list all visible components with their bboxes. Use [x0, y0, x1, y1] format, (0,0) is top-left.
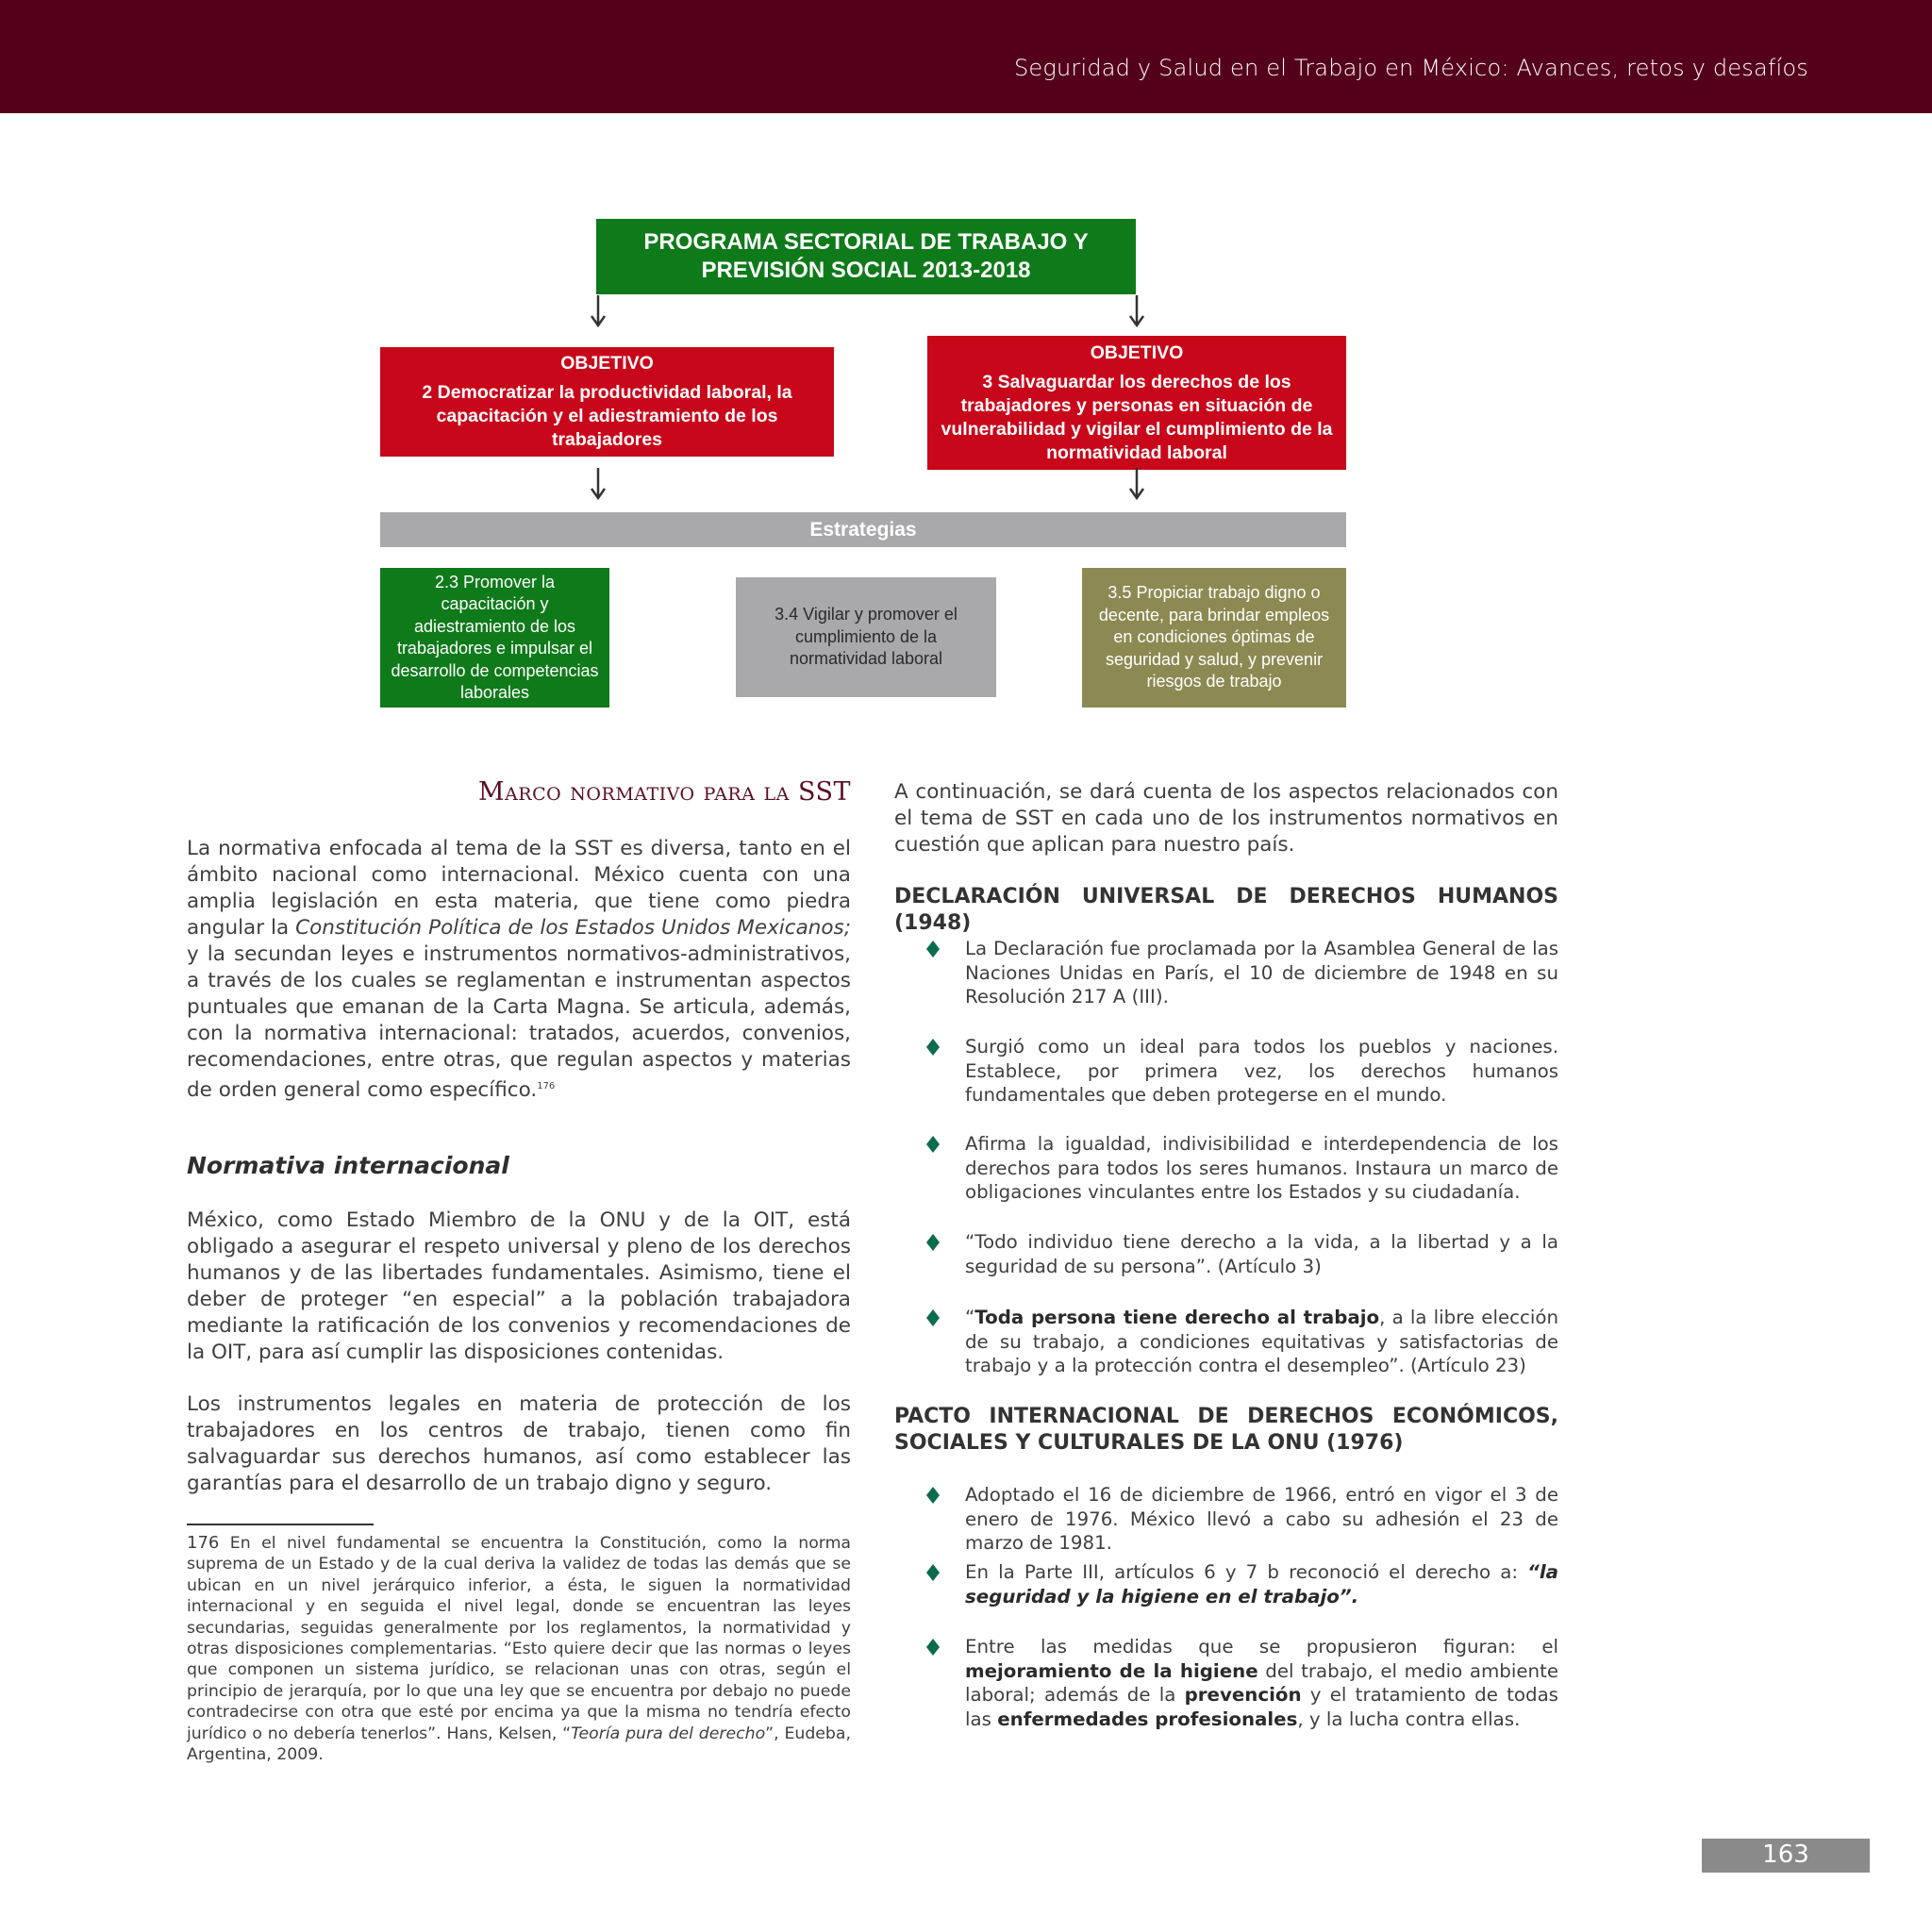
- diamond-bullet-icon: [926, 1039, 940, 1056]
- bullet-item: [926, 1483, 1558, 1556]
- running-header-title: Seguridad y Salud en el Trabajo en México: Avances, retos y desafíos: [1013, 55, 1808, 81]
- diamond-bullet-icon: [926, 1639, 940, 1656]
- bullet-text-e: , y la lucha contra ellas.: [1297, 1707, 1521, 1730]
- bullet-text: Surgió como un ideal para todos los pueblos y naciones. Establece, por primera vez, los derechos humanos fundamentales que deben protegerse en el mundo.: [965, 1036, 1558, 1106]
- diamond-bullet-icon: [926, 1564, 940, 1581]
- strategy-3-4-text: 3.4 Vigilar y promover el cumplimiento de la normatividad laboral: [774, 605, 958, 669]
- subheading-international: Normativa internacional: [187, 1152, 509, 1179]
- quote-open: “: [965, 1307, 975, 1328]
- diamond-bullet-icon: [926, 1309, 940, 1326]
- heading-pacto: PACTO INTERNACIONAL DE DERECHOS ECONÓMICOS, SOCIALES Y CULTURALES DE LA ONU (1976): [894, 1405, 1558, 1455]
- section-title: Marco normativo para la SST: [477, 777, 851, 807]
- program-box: [596, 219, 1136, 294]
- bullet-text-a: En la Parte III, artículos 6 y 7 b reconoció el derecho a:: [965, 1561, 1528, 1583]
- heading-declaracion: DECLARACIÓN UNIVERSAL DE DERECHOS HUMANOS (1948): [894, 885, 1558, 935]
- objective-3-text: 3 Salvaguardar los derechos de los trabajadores y personas en situación de vulnerabilidad y vigilar el cumplimiento de la normatividad laboral: [941, 371, 1333, 463]
- bullet-item: [926, 937, 1558, 1009]
- bullet-item: [926, 1035, 1558, 1108]
- diamond-bullet-icon: [926, 1487, 940, 1504]
- down-arrow-icon: [1127, 295, 1146, 329]
- bullet-item: [926, 1230, 1558, 1278]
- strategy-2-3-text: 2.3 Promover la capacitación y adiestramiento de los trabajadores e impulsar el desarrollo de competencias laborales: [391, 572, 599, 702]
- down-arrow-icon: [1127, 468, 1146, 502]
- bullet-text-a: Entre las medidas que se propusieron figuran: el: [965, 1636, 1558, 1657]
- footnote-rule: [187, 1524, 374, 1525]
- footnote: [187, 1533, 851, 1765]
- bullet-item: [926, 1635, 1558, 1731]
- bullet-bold-hygiene: mejoramiento de la higiene: [965, 1659, 1258, 1682]
- strategy-3-5-box: [1082, 568, 1346, 708]
- diamond-bullet-icon: [926, 1234, 940, 1251]
- footnote-text-a: En el nivel fundamental se encuentra la Constitución, como la norma suprema de un Estado y de la cual deriva la validez de todas las demás que se ubican en un nivel jerárquico inferior, a ésta, le siguen la normatividad internacional y en seguida el nivel legal, donde se encuentran las leyes secundarias, seguidas generalmente por los reglamentos, la normatividad y otras disposiciones complementarias. “Esto quiere decir que las normas o leyes que componen un sistema jurídico, se relacionan unas con otras, según el principio de jerarquía, por lo que una ley que se encuentra por debajo no puede contradecirse con otra que esté por encima ya que la misma no tendría efecto jurídico o no debería tenerlos”. Hans, Kelsen, “: [187, 1534, 851, 1743]
- down-arrow-icon: [589, 295, 608, 329]
- objective-3-box: [927, 336, 1346, 470]
- constitution-title: Constitución Política de los Estados Unidos Mexicanos;: [295, 916, 851, 940]
- bullet-item: [926, 1560, 1558, 1608]
- diamond-bullet-icon: [926, 941, 940, 958]
- right-intro-paragraph: A continuación, se dará cuenta de los aspectos relacionados con el tema de SST en cada uno de los instrumentos normativos en cuestión que aplican para nuestro país.: [894, 780, 1558, 857]
- strategy-3-4-box: [736, 577, 996, 697]
- bullet-text: [965, 1306, 1558, 1378]
- bullet-text: [965, 1560, 1558, 1608]
- footnote-reference[interactable]: 176: [537, 1081, 556, 1091]
- intro-paragraph: [187, 836, 851, 1104]
- objective-2-label: OBJETIVO: [560, 353, 654, 374]
- bullet-text: Afirma la igualdad, indivisibilidad e interdependencia de los derechos para todos los seres humanos. Instaura un marco de obligaciones vinculantes entre los Estados y su ciudadanía.: [965, 1133, 1558, 1203]
- footnote-book-title: Teoría pura del derecho: [571, 1724, 766, 1743]
- bullet-text: “Todo individuo tiene derecho a la vida, a la libertad y a la seguridad de su persona”. (Artículo 3): [965, 1231, 1558, 1277]
- program-title: PROGRAMA SECTORIAL DE TRABAJO Y PREVISIÓN SOCIAL 2013-2018: [643, 229, 1089, 283]
- objective-3-label: OBJETIVO: [1090, 341, 1184, 363]
- footnote-number: 176: [187, 1533, 220, 1553]
- paragraph-instruments: Los instrumentos legales en materia de protección de los trabajadores en los centros de trabajo, tienen como fin salvaguardar sus derechos humanos, así como establecer las garantías para el desarrollo de un trabajo digno y seguro.: [187, 1392, 851, 1495]
- down-arrow-icon: [589, 468, 608, 502]
- footnote-text-b: ”, Eudeba, Argentina, 2009.: [187, 1724, 851, 1765]
- strategies-bar: [380, 512, 1346, 547]
- bullet-bold-prevention: prevención: [1184, 1684, 1302, 1706]
- diamond-bullet-icon: [926, 1136, 940, 1153]
- intro-text-a: La normativa enfocada al tema de la SST es diversa, tanto en el ámbito nacional como internacional. México cuenta con una amplia legislación en esta materia, que tiene como piedra angular la: [187, 837, 851, 940]
- bullet-bold-diseases: enfermedades profesionales: [997, 1707, 1298, 1730]
- paragraph-mexico-onu: México, como Estado Miembro de la ONU y de la OIT, está obligado a asegurar el respeto universal y pleno de los derechos humanos y de las libertades fundamentales. Asimismo, tiene el deber de proteger “en especial” a la población trabajadora mediante la ratificación de los convenios y recomendaciones de la OIT, para así cumplir las disposiciones contenidas.: [187, 1208, 851, 1364]
- intro-text-b: y la secundan leyes e instrumentos normativos-administrativos, a través de los cuales se reglamentan e instrumentan aspectos puntuales que emanan de la Carta Magna. Se articula, además, con la normativa internacional: tratados, acuerdos, convenios, recomendaciones, entre otras, que regulan aspectos y materias de orden general como específico.: [187, 942, 851, 1103]
- bullet-item: [926, 1132, 1558, 1205]
- bullet-text: La Declaración fue proclamada por la Asamblea General de las Naciones Unidas en París, el 10 de diciembre de 1948 en su Resolución 217 A (III).: [965, 938, 1558, 1008]
- strategy-3-5-text: 3.5 Propiciar trabajo digno o decente, para brindar empleos en condiciones óptimas de seguridad y salud, y prevenir riesgos de trabajo: [1098, 583, 1330, 691]
- bullet-item: [926, 1306, 1558, 1378]
- bullet-text-d: y el tratamiento de todas las: [965, 1684, 1558, 1730]
- bullet-text: [965, 1635, 1558, 1731]
- strategies-label: Estrategias: [809, 518, 917, 541]
- bullet-bold-text: Toda persona tiene derecho al trabajo: [974, 1307, 1380, 1328]
- page-number: 163: [1762, 1840, 1809, 1869]
- objective-2-box: [380, 347, 834, 457]
- bullet-text-c: del trabajo, el medio ambiente laboral; además de la: [965, 1659, 1558, 1706]
- bullet-rest-text: , a la libre elección de su trabajo, a condiciones equitativas y satisfactorias de trabajo y a la protección contra el desempleo”. (Artículo 23): [965, 1307, 1558, 1376]
- bullet-bold-italic-text: “la seguridad y la higiene en el trabajo”.: [965, 1561, 1558, 1607]
- strategy-2-3-box: [380, 568, 609, 708]
- bullet-text: Adoptado el 16 de diciembre de 1966, entró en vigor el 3 de enero de 1976. México llevó a cabo su adhesión el 23 de marzo de 1981.: [965, 1484, 1558, 1554]
- objective-2-text: 2 Democratizar la productividad laboral, la capacitación y el adiestramiento de los trabajadores: [422, 382, 792, 450]
